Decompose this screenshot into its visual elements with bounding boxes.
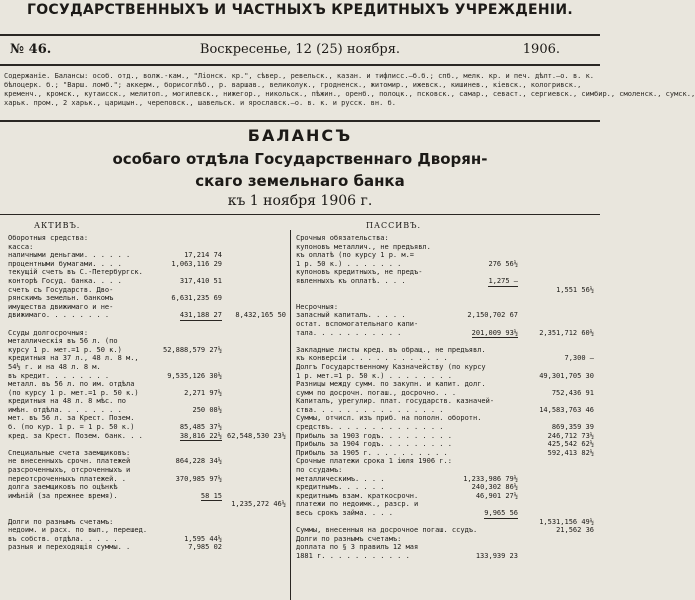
ledger-label: кредитныя на 48 л. 8 мѣс. по — [8, 397, 127, 406]
ledger-row — [8, 303, 286, 312]
ledger-row — [8, 346, 286, 355]
ledger-row — [8, 294, 286, 303]
ledger-amount: 9,535,126 30½ — [167, 371, 222, 380]
ledger-row — [296, 294, 594, 303]
ledger-label: средствъ. . . . . . . . . . . . . . — [296, 423, 444, 432]
ledger-label: процентными бумагами. . . . — [8, 259, 122, 268]
ledger-row — [296, 268, 594, 277]
ledger-label: кред. за Крест. Позем. банк. . . — [8, 431, 143, 440]
ledger-label: по ссудамъ: — [296, 466, 343, 475]
ledger-label: Срочные платежи срока 1 іюля 1906 г.: — [296, 457, 452, 466]
ledger-label: Прибыль за 1903 годъ. . . . . . . . . — [296, 431, 452, 440]
ledger-row — [296, 518, 594, 527]
ledger-amount: 17,214 74 — [184, 251, 222, 260]
ledger-row — [8, 500, 286, 509]
ledger-row — [8, 363, 286, 372]
ledger-row — [8, 440, 286, 449]
ledger-amount: 1,275 — — [488, 276, 518, 285]
ledger-label: въ собств. отдѣла. . . . . — [8, 534, 118, 543]
column-divider — [290, 230, 291, 600]
aktiv-rows — [8, 234, 286, 552]
ledger-row — [296, 320, 594, 329]
ledger-row — [8, 277, 286, 286]
ledger-row — [296, 432, 594, 441]
ledger-row — [8, 397, 286, 406]
ledger-amount: 240,302 86½ — [471, 483, 518, 492]
ledger-label: касса: — [8, 242, 34, 251]
ledger-label: Долги по разнымъ счетамъ: — [296, 534, 402, 543]
ledger-row — [296, 251, 594, 260]
ledger-row — [8, 286, 286, 295]
ledger-label: запасный капиталъ. . . . . — [296, 311, 406, 320]
ledger-label: наличными деньгами. . . . . . — [8, 251, 131, 260]
ledger-row — [8, 380, 286, 389]
ledger-total: 14,583,763 46 — [539, 405, 594, 414]
ledger-row — [8, 389, 286, 398]
ledger-label: весь срокъ займа. . . . — [296, 509, 393, 517]
ledger-row — [296, 286, 594, 295]
aktiv-column — [8, 222, 286, 600]
ledger-label: Капиталъ, урегулир. плат. государств. казначей- — [296, 397, 495, 406]
ledger-amount: 370,985 97½ — [175, 474, 222, 483]
ledger-row — [8, 475, 286, 484]
ledger-label: разсроченныхъ, отсроченныхъ и — [8, 466, 131, 475]
ledger-amount: 2,271 97½ — [184, 388, 222, 397]
ledger-row — [296, 440, 594, 449]
ledger-label: Ссуды долгосрочныя: — [8, 328, 89, 337]
ledger-row — [8, 234, 286, 243]
ledger-row — [296, 346, 594, 355]
ledger-total: 62,548,530 23½ — [226, 431, 286, 440]
ledger-label: Специальные счета заемщиковъ: — [8, 448, 131, 457]
contents-line: бѣлоцерк. б.; "Варш. ломб."; аккерм., борисоглѣб., р. варшав., великолук., гродненск., житомир., ижевск., кишинев., кіевск., кологривск., — [4, 81, 582, 89]
ledger-label: кредитнымъ. . . . . . — [296, 483, 385, 492]
ledger-total: 1,531,156 49½ — [539, 517, 594, 526]
ledger-row — [8, 518, 286, 527]
ledger-amount: 85,485 37½ — [179, 423, 222, 432]
ledger-label: Суммы, отчисл. изъ приб. на пополн. оборотн. — [296, 414, 482, 423]
ledger-label: остат. вспомогательнаго капи- — [296, 319, 419, 328]
ledger-label: Несрочныя: — [296, 302, 339, 311]
ledger-label: къ оплатѣ (по курсу 1 р. м.= — [296, 251, 415, 260]
ledger-row — [8, 329, 286, 338]
contents-line: кременч., кромск., кутаисск., мелитоп., могилевск., нижегор., никольск., пѣжин., оренб., полоцк., псковск., самар., севаст., сергиевск., симбир., смоленск., сумск., — [4, 90, 695, 98]
ledger-row — [296, 234, 594, 243]
ledger-row — [296, 475, 594, 484]
ledger-amount: 1,595 44½ — [184, 534, 222, 543]
ledger-row — [8, 483, 286, 492]
ledger-amount: 6,631,235 69 — [171, 294, 222, 303]
ledger-label: 54½ г. и на 48 л. 8 м. — [8, 362, 101, 371]
ledger-label: металлическія въ 56 л. (по — [8, 337, 118, 346]
ledger-row — [296, 337, 594, 346]
masthead: ГОСУДАРСТВЕННЫХЪ И ЧАСТНЫХЪ КРЕДИТНЫХЪ УЧРЕЖДЕНІИ. — [27, 2, 573, 18]
ledger-row — [8, 543, 286, 552]
ledger-label: мет. въ 56 л. за Крест. Позем. — [8, 414, 135, 423]
ledger-amount: 201,009 93½ — [471, 328, 518, 337]
ledger-row — [296, 466, 594, 475]
ledger-label: доплата по § 3 правилъ 12 мая — [296, 543, 419, 552]
ledger-label: движимаго. . . . . . . . — [8, 311, 110, 320]
ledger-amount: 276 56½ — [488, 259, 518, 268]
passiv-rows — [296, 234, 594, 561]
masthead-rule — [0, 34, 600, 36]
ledger-amount: 431,188 27 — [179, 311, 222, 320]
passiv-column — [296, 222, 594, 600]
issue-rule — [0, 64, 600, 66]
ledger-row — [296, 543, 594, 552]
ledger-total: 1,235,272 46½ — [231, 500, 286, 509]
ledger-label: купоновъ кредитныхъ, не предъ- — [296, 268, 423, 277]
ledger-label: переотсроченныхъ платежей. . — [8, 474, 127, 483]
ledger-label: Долгъ Государственному Казначейству (по курсу — [296, 362, 486, 371]
ledger-amount: 133,939 23 — [475, 551, 518, 560]
ledger-label: тала. . . . . . . . . . . — [296, 328, 402, 337]
ledger-label: имѣн. отдѣла. . . . . . . . — [8, 405, 122, 414]
ledger-amount: 864,228 34½ — [175, 457, 222, 466]
ledger-row — [296, 380, 594, 389]
ledger-amount: 1,233,986 79½ — [463, 474, 518, 483]
ledger-amount: 7,985 02 — [188, 543, 222, 552]
ledger-label: 1 р. 50 к.) . . . . . . . — [296, 259, 402, 268]
ledger-row — [296, 449, 594, 458]
ledger-row — [8, 526, 286, 535]
ledger-amount: 1,063,116 29 — [171, 259, 222, 268]
ledger-label: имѣній (за прежнее время). — [8, 491, 118, 500]
ledger-row — [8, 354, 286, 363]
issue-line — [0, 42, 600, 58]
ledger-label: конторѣ Госуд. банка. . . . — [8, 276, 122, 285]
ledger-amount: 38,816 22½ — [179, 431, 222, 440]
ledger-total: 2,351,712 60½ — [539, 328, 594, 337]
ledger-row — [296, 354, 594, 363]
table-of-contents — [4, 72, 695, 120]
ledger-total: 246,712 73½ — [547, 431, 594, 440]
ledger-row — [8, 251, 286, 260]
ledger-row — [296, 552, 594, 561]
issue-number: № 46. — [10, 42, 52, 57]
ledger-row — [296, 303, 594, 312]
ledger-label: Суммы, внесенныя на досрочное погаш. ссудъ. — [296, 526, 478, 535]
ledger-row — [8, 320, 286, 329]
ledger-row — [8, 311, 286, 320]
ledger-total: 869,359 39 — [551, 423, 594, 432]
ledger-total: 592,413 82½ — [547, 448, 594, 457]
ledger-amount: 46,901 27½ — [475, 491, 518, 500]
ledger-row — [296, 526, 594, 535]
ledger-label: къ конверсіи . . . . . . . . . . . . — [296, 354, 448, 363]
ledger-row — [8, 260, 286, 269]
ledger-label: Прибыль за 1904 годъ. . . . . . . . . — [296, 440, 452, 449]
title-rule — [0, 214, 600, 215]
aktiv-heading: АКТИВЪ. — [34, 221, 81, 230]
ledger-total: 49,301,705 30 — [539, 371, 594, 380]
ledger-row — [8, 449, 286, 458]
ledger-row — [8, 372, 286, 381]
ledger-label: Долги по разнымъ счетамъ: — [8, 517, 114, 526]
ledger-row — [296, 457, 594, 466]
ledger-total: 1,551 56½ — [556, 285, 594, 294]
ledger-label: Разницы между сумм. по закупн. и капит. долг. — [296, 380, 486, 389]
ledger-amount: 2,150,702 67 — [467, 311, 518, 320]
ledger-label: не внесенныхъ срочн. платежей — [8, 457, 131, 466]
ledger-row — [8, 492, 286, 501]
ledger-row — [296, 277, 594, 286]
balance-date: къ 1 ноября 1906 г. — [227, 193, 373, 209]
ledger-row — [296, 363, 594, 372]
ledger-row — [8, 466, 286, 475]
balance-heading: БАЛАНСЪ — [247, 126, 353, 145]
ledger-row — [8, 414, 286, 423]
contents-line: харьк. пром., 2 харьк., царицын., череповск., шавельск. и ярославск.—о. в. к. и русск. вн. б. — [4, 99, 396, 107]
ledger-label: Прибыль за 1905 г. . . . . . . . . . — [296, 448, 448, 457]
ledger-row — [296, 372, 594, 381]
ledger-label: 1 р. мет.=1 р. 50 к.) . . . . . . . . — [296, 371, 452, 380]
ledger-row — [8, 432, 286, 441]
ledger-row — [296, 389, 594, 398]
ledger-row — [8, 509, 286, 518]
ledger-row — [296, 260, 594, 269]
bank-title-line2: скаго земельнаго банка — [195, 172, 405, 190]
ledger-row — [8, 243, 286, 252]
ledger-label: въ кредит. . . . . . . . — [8, 371, 110, 380]
ledger-row — [296, 423, 594, 432]
ledger-row — [296, 492, 594, 501]
ledger-label: ства. . . . . . . . . . . . . . . . — [296, 405, 444, 414]
ledger-label: купоновъ металлич., не предъявл. — [296, 242, 431, 251]
ledger-amount: 317,410 51 — [179, 276, 222, 285]
ledger-total: 7,300 — — [564, 354, 594, 363]
contents-line: Содержаніе. Балансы: особ. отд., волж.-кам., "Ліонск. кр.", сѣвер., ревельск., казан. и тифлисс.—б.б.; спб., мелк. кр. и печ. дѣлт.—о. в. к. — [4, 72, 595, 80]
ledger-row — [296, 406, 594, 415]
ledger-label: недоим. и расх. по вып., перешед. — [8, 526, 148, 535]
ledger-label: кредитнымъ взам. краткосрочн. — [296, 491, 419, 500]
ledger-label: металл. въ 56 л. по им. отдѣла — [8, 380, 135, 389]
ledger-label: долга заемщиковъ по оцѣнкѣ — [8, 483, 118, 492]
ledger-row — [296, 500, 594, 509]
ledger-row — [296, 397, 594, 406]
ledger-label: б. (по кур. 1 р. = 1 р. 50 к.) — [8, 423, 135, 432]
ledger-label: текущій счетъ въ С.-Петербургск. — [8, 268, 143, 277]
ledger-label: 1881 г. . . . . . . . . . . — [296, 551, 410, 560]
ledger-total: 8,432,165 50 — [235, 311, 286, 320]
ledger-total: 21,562 36 — [556, 526, 594, 535]
ledger-row — [296, 414, 594, 423]
ledger-row — [296, 329, 594, 338]
ledger-row — [8, 406, 286, 415]
issue-date: Воскресенье, 12 (25) ноября. — [199, 42, 401, 57]
ledger-row — [296, 509, 594, 518]
ledger-label: платежи по недоимк., разср. и — [296, 500, 419, 509]
ledger-label: (по курсу 1 р. мет.=1 р. 50 к.) — [8, 388, 139, 397]
ledger-total: 425,542 62½ — [547, 440, 594, 449]
ledger-label: рянскимъ земельн. банкомъ — [8, 294, 114, 303]
ledger-row — [8, 535, 286, 544]
ledger-label: разныя и переходящія суммы. . — [8, 543, 131, 552]
ledger-total: 752,436 91 — [551, 388, 594, 397]
issue-year: 1906. — [522, 42, 560, 57]
ledger-amount: 52,888,579 27½ — [162, 345, 222, 354]
ledger-row — [296, 535, 594, 544]
ledger-amount: 250 08½ — [192, 405, 222, 414]
ledger-row — [296, 311, 594, 320]
ledger-label: имущества движимаго и не- — [8, 302, 114, 311]
ledger-label: явленныхъ къ оплатѣ. . . . — [296, 276, 406, 285]
passiv-heading: ПАССИВЪ. — [366, 221, 422, 230]
ledger-label: кредитныя на 37 л., 48 л. 8 м., — [8, 354, 139, 363]
ledger-label: курсу 1 р. мет.=1 р. 50 к.) — [8, 345, 122, 354]
contents-rule — [0, 120, 600, 122]
ledger-label: Оборотныя средства: — [8, 234, 89, 242]
ledger-label: металлическимъ. . . . — [296, 474, 385, 483]
ledger-row — [296, 243, 594, 252]
ledger-row — [8, 337, 286, 346]
ledger-label: Срочныя обязательства: — [296, 234, 389, 242]
ledger-row — [8, 457, 286, 466]
ledger-amount: 58 15 — [200, 491, 222, 500]
ledger-row — [8, 268, 286, 277]
ledger-amount: 9,965 56 — [484, 509, 518, 517]
bank-title-line1: особаго отдѣла Государственнаго Дворян- — [112, 150, 488, 168]
ledger-label: Закладные листы кред. въ обращ., не предъявл. — [296, 345, 486, 354]
ledger-label: сумм по досрочн. погаш., досрочно. . . — [296, 388, 457, 397]
ledger-row — [8, 423, 286, 432]
ledger-row — [296, 483, 594, 492]
ledger-label: счетъ съ Государств. Дво- — [8, 285, 114, 294]
